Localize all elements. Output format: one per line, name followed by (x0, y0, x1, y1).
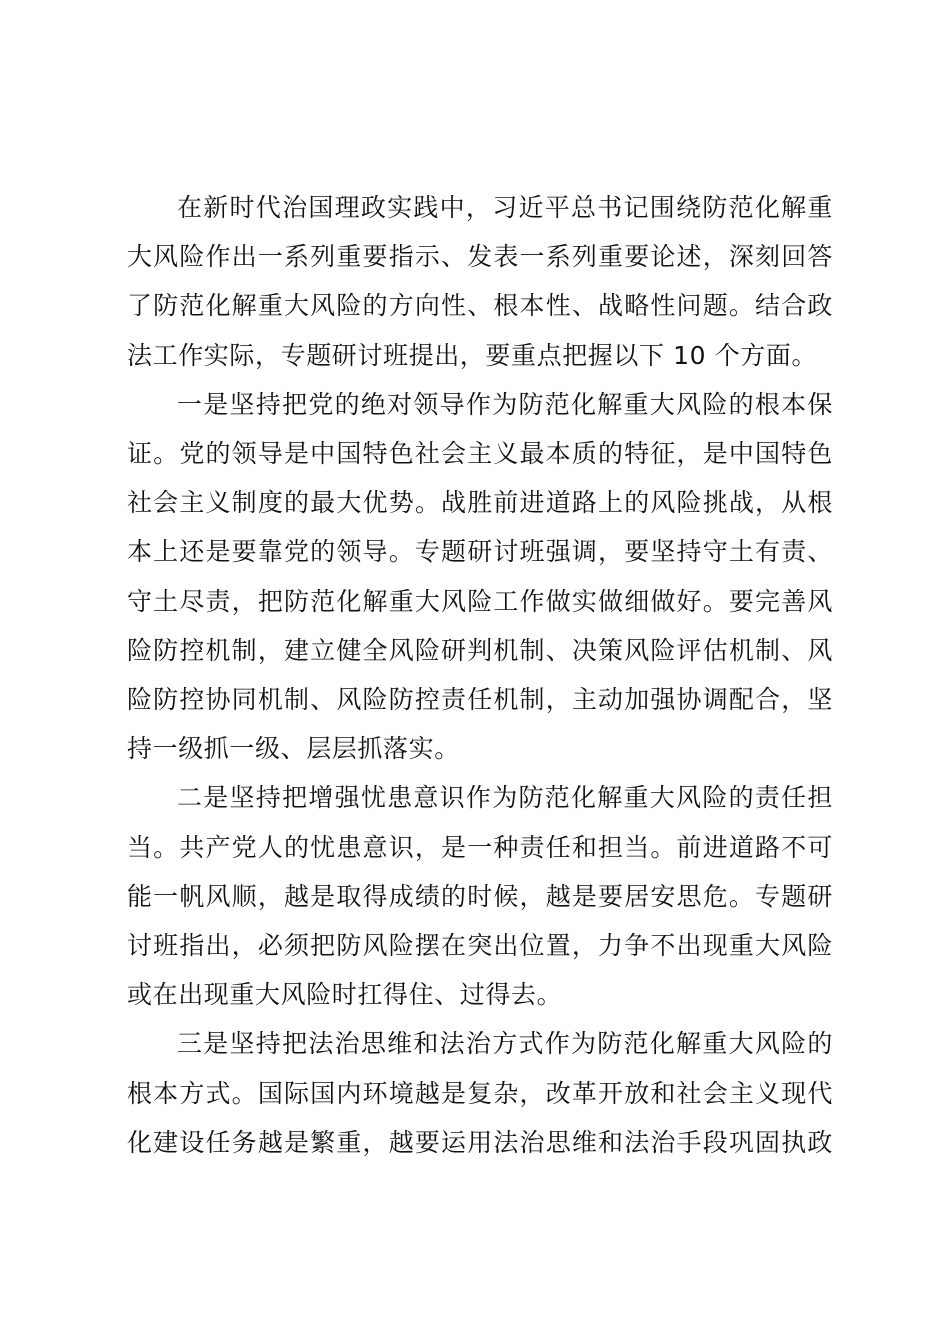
text-line: 持一级抓一级、层层抓落实。 (127, 734, 460, 764)
text-line: 或在出现重大风险时扛得住、过得去。 (127, 980, 563, 1010)
paragraph-point-three (127, 1019, 833, 1167)
text-line: 大风险作出一系列重要指示、发表一系列重要论述，深刻回答 (127, 242, 833, 272)
text-line: 险防控协同机制、风险防控责任机制，主动加强协调配合，坚 (127, 685, 833, 715)
text-line: 法工作实际，专题研讨班提出，要重点把握以下 10 个方面。 (127, 340, 818, 370)
paragraph-point-two (127, 773, 833, 1019)
text-line: 当。共产党人的忧患意识，是一种责任和担当。前进道路不可 (127, 832, 833, 862)
text-line: 讨班指出，必须把防风险摆在突出位置，力争不出现重大风险 (127, 931, 833, 961)
text-line: 二是坚持把增强忧患意识作为防范化解重大风险的责任担 (177, 783, 833, 813)
text-line: 本上还是要靠党的领导。专题研讨班强调，要坚持守土有责、 (127, 537, 833, 567)
text-line: 能一帆风顺，越是取得成绩的时候，越是要居安思危。专题研 (127, 881, 833, 911)
paragraph-point-one (127, 380, 833, 774)
paragraph-intro (127, 183, 833, 380)
text-line: 根本方式。国际国内环境越是复杂，改革开放和社会主义现代 (127, 1078, 833, 1108)
text-line: 险防控机制，建立健全风险研判机制、决策风险评估机制、风 (127, 635, 833, 665)
text-line: 社会主义制度的最大优势。战胜前进道路上的风险挑战，从根 (127, 488, 833, 518)
text-line: 守土尽责，把防范化解重大风险工作做实做细做好。要完善风 (127, 586, 833, 616)
text-line: 了防范化解重大风险的方向性、根本性、战略性问题。结合政 (127, 291, 833, 321)
text-line: 证。党的领导是中国特色社会主义最本质的特征，是中国特色 (127, 439, 833, 469)
text-line: 三是坚持把法治思维和法治方式作为防范化解重大风险的 (177, 1029, 833, 1059)
document-body (127, 183, 833, 1167)
text-line: 在新时代治国理政实践中，习近平总书记围绕防范化解重 (177, 193, 833, 222)
text-line: 化建设任务越是繁重，越要运用法治思维和法治手段巩固执政 (127, 1127, 833, 1157)
text-line: 一是坚持把党的绝对领导作为防范化解重大风险的根本保 (177, 389, 833, 419)
